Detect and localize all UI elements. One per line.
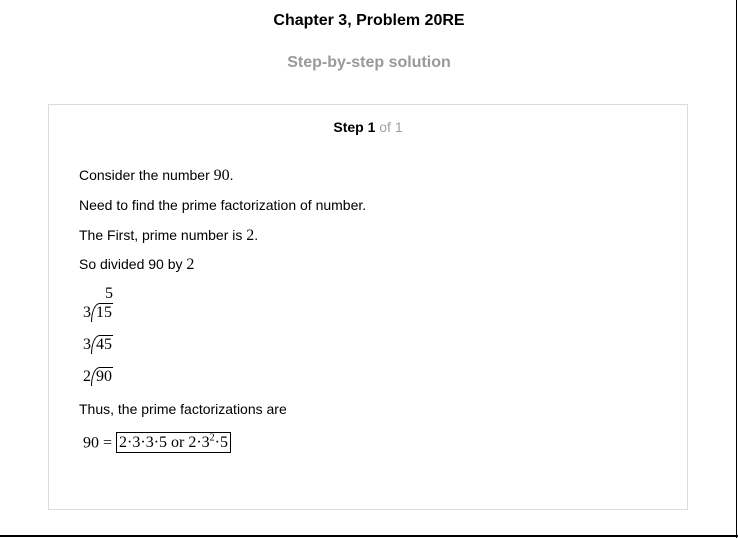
step-total: of 1 <box>379 119 403 135</box>
result-or: or <box>171 434 185 452</box>
line3-text: The First, prime number is <box>79 227 243 243</box>
solution-line-2: Need to find the prime factorization of number. <box>79 197 367 213</box>
bottom-edge-rule <box>0 535 738 537</box>
solution-line-3: The First, prime number is 2. <box>79 227 259 244</box>
division-dividend: 45 <box>91 335 113 354</box>
division-divisor: 3 <box>83 304 91 321</box>
division-row <box>83 335 113 354</box>
result-equation <box>83 433 231 452</box>
line4-math: 2 <box>186 256 195 273</box>
division-dividend: 90 <box>91 367 113 386</box>
step-header <box>49 119 687 135</box>
right-edge-rule <box>736 0 737 538</box>
line1-text: Consider the number <box>79 167 210 183</box>
division-divisor: 3 <box>83 336 91 353</box>
division-row <box>83 303 113 322</box>
result-compact-base: 2·3 <box>188 434 210 452</box>
line3-math: 2 <box>246 227 255 244</box>
solution-line-1: Consider the number 90. <box>79 167 234 184</box>
conclusion-line: Thus, the prime factorizations are <box>79 401 287 417</box>
result-lhs: 90 = <box>83 434 113 452</box>
solution-line-4 <box>79 256 194 274</box>
solution-card <box>48 104 688 510</box>
division-divisor: 2 <box>83 368 91 385</box>
result-box <box>116 432 231 453</box>
division-row <box>83 367 113 386</box>
result-factors: 2·3·3·5 <box>119 434 168 452</box>
result-compact-exponent: 2 <box>209 433 215 444</box>
result-compact-tail: ·5 <box>214 434 228 452</box>
division-dividend: 15 <box>91 303 113 322</box>
division-quotient: 5 <box>105 285 113 302</box>
line4-text: So divided 90 by <box>79 256 183 272</box>
page-subtitle: Step-by-step solution <box>287 54 451 71</box>
page-title: Chapter 3, Problem 20RE <box>273 12 465 29</box>
line1-math: 90 <box>213 167 230 184</box>
step-current: Step 1 <box>333 119 376 135</box>
